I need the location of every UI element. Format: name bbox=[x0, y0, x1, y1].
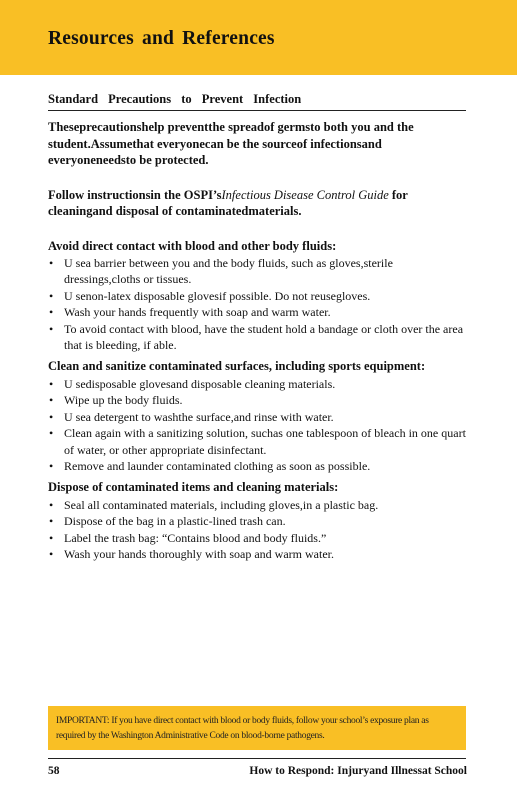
list-item: • Wash your hands thoroughly with soap and warm water. bbox=[48, 546, 466, 562]
bullet-list bbox=[48, 376, 466, 474]
group-heading: Dispose of contaminated items and cleaning materials: bbox=[48, 480, 339, 495]
instructions-text-start: Follow instructionsin the OSPI’s bbox=[48, 187, 222, 202]
section-heading: Standard Precautions to Prevent Infection bbox=[48, 92, 466, 111]
group-clean-sanitize bbox=[48, 358, 466, 474]
instructions-text-end: for cleaningand disposal of contaminatedmaterials. bbox=[48, 187, 408, 218]
header-banner bbox=[0, 0, 517, 75]
instructions-paragraph bbox=[48, 187, 466, 220]
list-item: • Seal all contaminated materials, including gloves,in a plastic bag. bbox=[48, 497, 466, 513]
main-content bbox=[48, 92, 466, 568]
list-item: • Clean again with a sanitizing solution, suchas one tablespoon of bleach in one quart of water, or other appropriate disinfectant. bbox=[48, 425, 466, 458]
group-avoid-contact bbox=[48, 238, 466, 354]
bullet-list bbox=[48, 255, 466, 353]
group-heading: Avoid direct contact with blood and other body fluids: bbox=[48, 238, 337, 253]
list-item: • U sea detergent to washthe surface,and rinse with water. bbox=[48, 409, 466, 425]
list-item: • Wipe up the body fluids. bbox=[48, 392, 466, 408]
list-item: • To avoid contact with blood, have the student hold a bandage or cloth over the area that is bleeding, if able. bbox=[48, 321, 466, 354]
list-item: • U sedisposable glovesand disposable cleaning materials. bbox=[48, 376, 466, 392]
footer-divider bbox=[48, 758, 466, 759]
guide-title: Infectious Disease Control Guide bbox=[221, 187, 389, 202]
group-dispose bbox=[48, 479, 466, 562]
list-item: • U sea barrier between you and the body fluids, such as gloves,sterile dressings,cloths or tissues. bbox=[48, 255, 466, 288]
list-item: • U senon-latex disposable glovesif possible. Do not reusegloves. bbox=[48, 288, 466, 304]
group-heading: Clean and sanitize contaminated surfaces, including sports equipment: bbox=[48, 359, 426, 374]
footer-title: How to Respond: Injuryand Illnessat School bbox=[249, 765, 467, 777]
intro-paragraph: Theseprecautionshelp preventthe spreadof germsto both you and the student.Assumethat everyonecan be the sourceof infectionsand everyoneneedsto be protected. bbox=[48, 120, 414, 167]
bullet-list bbox=[48, 497, 466, 563]
page-number: 58 bbox=[48, 765, 60, 777]
list-item: • Label the trash bag: “Contains blood and body fluids.” bbox=[48, 530, 466, 546]
page-title: Resources and References bbox=[48, 28, 275, 49]
list-item: • Wash your hands frequently with soap and warm water. bbox=[48, 304, 466, 320]
list-item: • Remove and launder contaminated clothing as soon as possible. bbox=[48, 458, 466, 474]
important-note: IMPORTANT: If you have direct contact with blood or body fluids, follow your school’s exposure plan as required by the Washington Administrative Code on blood-borne pathogens. bbox=[48, 706, 466, 750]
list-item: • Dispose of the bag in a plastic-lined trash can. bbox=[48, 513, 466, 529]
